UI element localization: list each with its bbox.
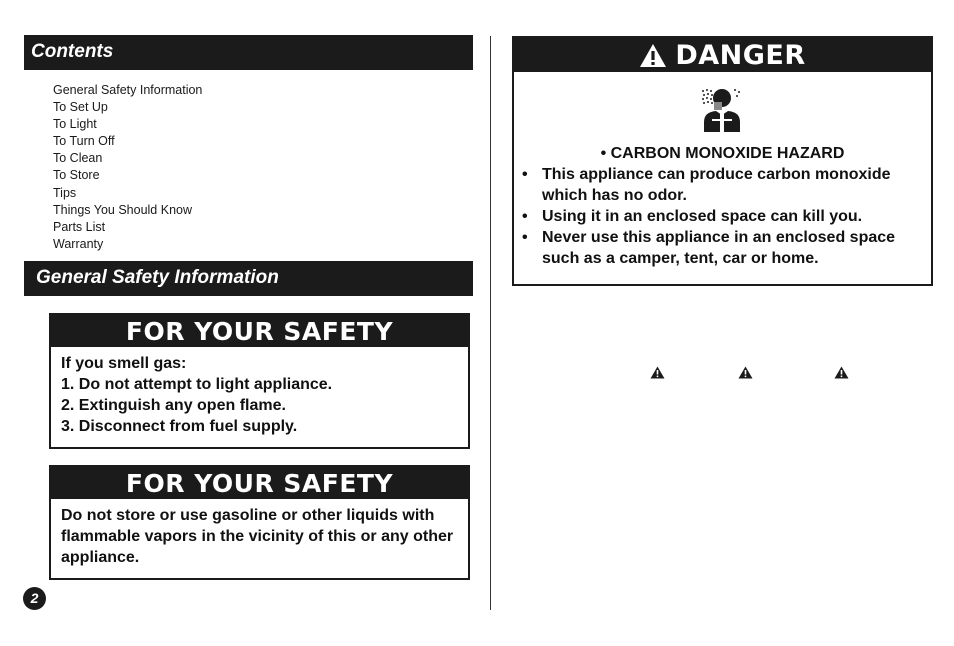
toc-item-store: To Store: [53, 168, 100, 183]
toc-item-set-up: To Set Up: [53, 100, 108, 115]
toc-item-light: To Light: [53, 117, 97, 132]
toc-item-warranty: Warranty: [53, 236, 104, 251]
safety-box-gas-title: FOR YOUR SAFETY: [51, 315, 468, 347]
toc-item-general-safety: General Safety Information: [53, 83, 203, 97]
toc-item-parts-list: Parts List: [53, 219, 106, 234]
safety-box-flammables-title: FOR YOUR SAFETY: [51, 467, 468, 499]
gas-instruction-line: 3. Disconnect from fuel supply.: [61, 418, 298, 435]
toc-item-things-to-know: Things You Should Know: [53, 202, 192, 217]
page-number: 2: [23, 587, 46, 610]
warning-symbol-icon: [650, 366, 665, 379]
danger-bullet-item: [522, 227, 922, 269]
general-safety-title: General Safety Information: [36, 267, 279, 288]
gas-instruction-line: If you smell gas:: [61, 355, 187, 372]
co-hazard-heading: • CARBON MONOXIDE HAZARD: [600, 145, 845, 162]
danger-bullet-list: [522, 164, 922, 269]
column-divider: [490, 36, 491, 610]
danger-header: [514, 38, 931, 72]
gas-instruction-line: 1. Do not attempt to light appliance.: [61, 376, 333, 393]
bullet-marker: •: [522, 229, 528, 246]
danger-box: [512, 36, 933, 286]
safety-box-flammables: [49, 465, 470, 580]
warning-symbol-icon: [834, 366, 849, 379]
bullet-marker: •: [522, 208, 528, 225]
toc-item-clean: To Clean: [53, 151, 103, 166]
danger-bullet-text: Using it in an enclosed space can kill you.: [542, 208, 863, 225]
safety-box-gas-body: [51, 347, 468, 437]
contents-header: [24, 35, 473, 70]
carbon-monoxide-person-icon: [700, 86, 746, 136]
safety-box-flammables-text: Do not store or use gasoline or other liquids with flammable vapors in the vicinity of this or any other appliance.: [61, 507, 454, 566]
warning-symbol-icon: [738, 366, 753, 379]
danger-bullet-item: [522, 206, 922, 227]
table-of-contents: [53, 82, 202, 253]
danger-bullet-text: Never use this appliance in an enclosed space such as a camper, tent, car or home.: [542, 229, 896, 267]
warning-triangle-icon: [639, 43, 667, 68]
toc-item-tips: Tips: [53, 185, 77, 200]
toc-item-turn-off: To Turn Off: [53, 134, 115, 149]
danger-bullet-item: [522, 164, 922, 206]
safety-box-gas: [49, 313, 470, 449]
gas-instruction-line: 2. Extinguish any open flame.: [61, 397, 286, 414]
contents-title: Contents: [31, 41, 114, 62]
bullet-marker: •: [522, 166, 528, 183]
danger-bullet-text: This appliance can produce carbon monoxide which has no odor.: [542, 166, 891, 204]
general-safety-header: [24, 261, 473, 296]
danger-title: DANGER: [675, 39, 806, 71]
